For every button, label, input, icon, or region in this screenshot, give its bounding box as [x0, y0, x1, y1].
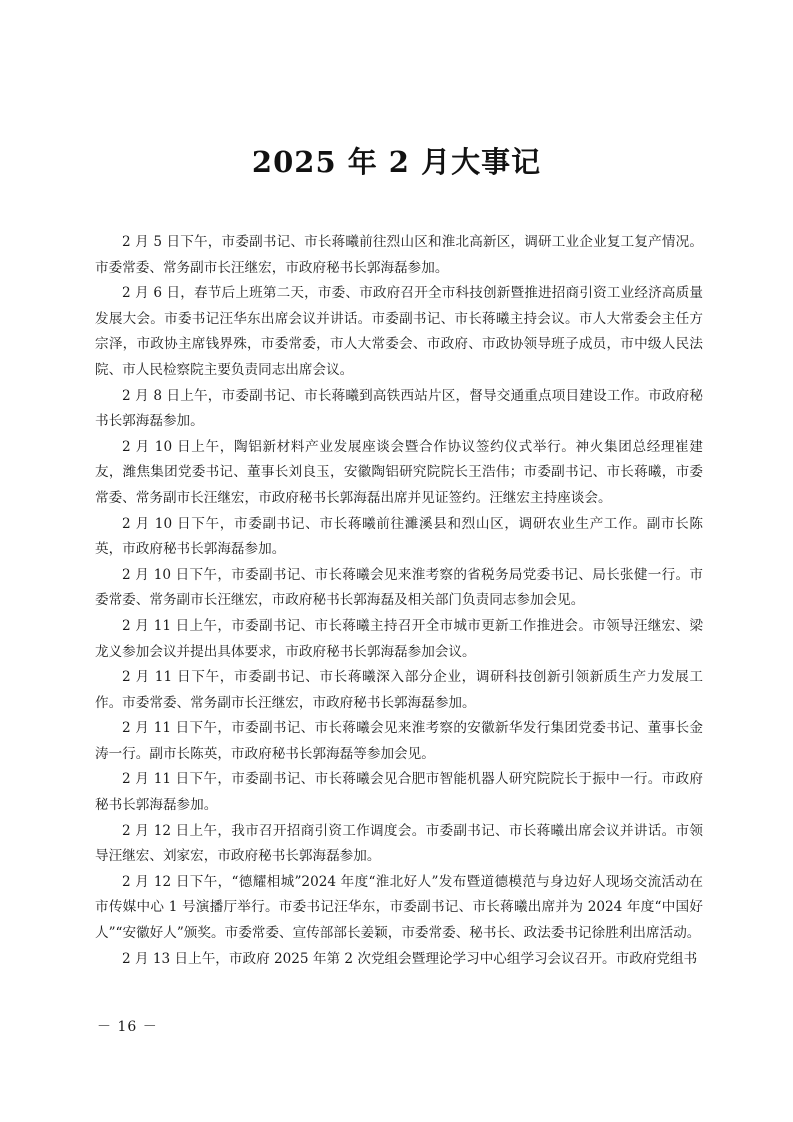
page-title: 2025 年 2 月大事记: [251, 145, 542, 179]
event-entry: 2 月 11 日下午，市委副书记、市长蒋曦深入部分企业，调研科技创新引领新质生产力发展工作。市委常委、常务副市长汪继宏，市政府秘书长郭海磊参加。: [95, 669, 703, 711]
event-entry: 2 月 10 日下午，市委副书记、市长蒋曦会见来淮考察的省税务局党委书记、局长张健一行。市委常委、常务副市长汪继宏，市政府秘书长郭海磊及相关部门负责同志参加会见。: [95, 566, 703, 609]
event-list: [95, 230, 703, 972]
event-entry: 2 月 5 日下午，市委副书记、市长蒋曦前往烈山区和淮北高新区，调研工业企业复工复产情况。市委常委、常务副市长汪继宏，市政府秘书长郭海磊参加。: [95, 234, 703, 276]
event-entry: 2 月 8 日上午，市委副书记、市长蒋曦到高铁西站片区，督导交通重点项目建设工作。市政府秘书长郭海磊参加。: [95, 387, 703, 430]
event-entry: 2 月 11 日下午，市委副书记、市长蒋曦会见合肥市智能机器人研究院院长于振中一行。市政府秘书长郭海磊参加。: [95, 771, 703, 814]
event-entry: 2 月 6 日，春节后上班第二天，市委、市政府召开全市科技创新暨推进招商引资工业经济高质量发展大会。市委书记汪华东出席会议并讲话。市委副书记、市长蒋曦主持会议。市人大常委会主任方宗泽，市政协主席钱界殊，市委常委，市人大常委会、市政府、市政协领导班子成员，市中级人民法院、市人民检察院主要负责同志出席会议。: [95, 285, 703, 378]
event-entry: 2 月 11 日下午，市委副书记、市长蒋曦会见来淮考察的安徽新华发行集团党委书记、董事长金涛一行。副市长陈英，市政府秘书长郭海磊等参加会见。: [95, 720, 703, 762]
event-entry: 2 月 13 日上午，市政府 2025 年第 2 次党组会暨理论学习中心组学习会议召开。市政府党组书: [122, 950, 698, 967]
event-entry: 2 月 12 日上午，我市召开招商引资工作调度会。市委副书记、市长蒋曦出席会议并讲话。市领导汪继宏、刘家宏，市政府秘书长郭海磊参加。: [95, 822, 703, 865]
event-entry: 2 月 11 日上午，市委副书记、市长蒋曦主持召开全市城市更新工作推进会。市领导汪继宏、梁龙义参加会议并提出具体要求，市政府秘书长郭海磊参加会议。: [95, 617, 703, 660]
event-entry: 2 月 12 日下午，“德耀相城”2024 年度“淮北好人”发布暨道德模范与身边好人现场交流活动在市传媒中心 1 号演播厅举行。市委书记汪华东，市委副书记、市长蒋曦出席并为 2024 年度“中国好人”“安徽好人”颁奖。市委常委、宣传部部长姜颖，市委常委、秘书长、政法委书记徐胜利出席活动。: [95, 873, 703, 942]
page-number: － 16 －: [97, 1019, 158, 1035]
event-entry: 2 月 10 日上午，陶铝新材料产业发展座谈会暨合作协议签约仪式举行。神火集团总经理崔建友，潍焦集团党委书记、董事长刘良玉，安徽陶铝研究院院长王浩伟；市委副书记、市长蒋曦，市委常委、常务副市长汪继宏，市政府秘书长郭海磊出席并见证签约。汪继宏主持座谈会。: [95, 438, 703, 506]
event-entry: 2 月 10 日下午，市委副书记、市长蒋曦前往濉溪县和烈山区，调研农业生产工作。副市长陈英，市政府秘书长郭海磊参加。: [95, 515, 703, 558]
